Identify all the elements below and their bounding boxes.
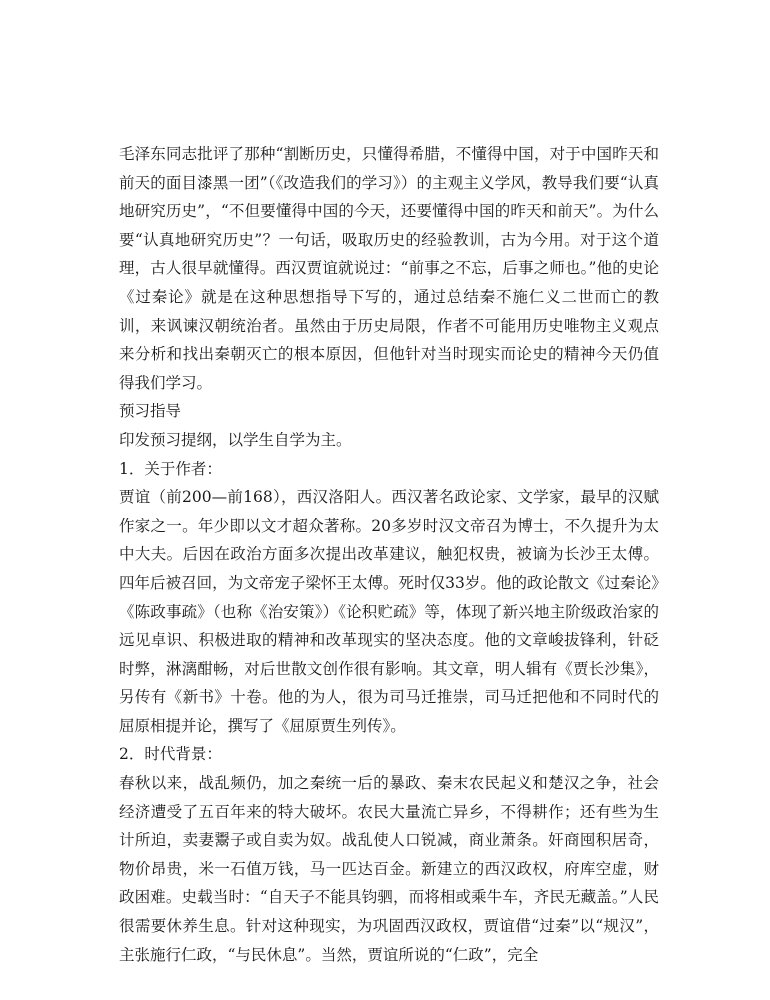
subheading-author: 1．关于作者： [119,459,222,478]
document-body [119,140,659,969]
subheading-background: 2．时代背景： [119,745,222,764]
background-paragraph: 春秋以来，战乱频仍，加之秦统一后的暴政、秦末农民起义和楚汉之争，社会经济遭受了五百年来的特大破坏。农民大量流亡异乡，不得耕作；还有些为生计所迫，卖妻鬻子或自卖为奴。战乱使人口锐减，商业萧条。奸商囤积居奇，物价昂贵，米一石值万钱，马一匹达百金。新建立的西汉政权，府库空虚，财政困难。史载当时：“自天子不能具钧驷，而将相或乘牛车，齐民无藏盖。”人民很需要休养生息。针对这种现实，为巩固西汉政权，贾谊借“过秦”以“规汉”，主张施行仁政，“与民休息”。当然，贾谊所说的“仁政”，完全 [119,774,659,964]
author-paragraph: 贾谊（前200—前168），西汉洛阳人。西汉著名政论家、文学家，最早的汉赋作家之一。年少即以文才超众著称。20多岁时汉文帝召为博士，不久提升为太中大夫。后因在政治方面多次提出改革建议，触犯权贵，被谪为长沙王太傅。四年后被召回，为文帝宠子梁怀王太傅。死时仅33岁。他的政论散文《过秦论》《陈政事疏》（也称《治安策》）《论积贮疏》等，体现了新兴地主阶级政治家的远见卓识、积极进取的精神和改革现实的坚决态度。他的文章峻拔锋利，针砭时弊，淋漓酣畅，对后世散文创作很有影响。其文章，明人辑有《贾长沙集》，另传有《新书》十卷。他的为人，很为司马迁推崇，司马迁把他和不同时代的屈原相提并论，撰写了《屈原贾生列传》。 [119,488,659,735]
intro-paragraph: 毛泽东同志批评了那种“割断历史，只懂得希腊，不懂得中国，对于中国昨天和前天的面目漆黑一团”（《改造我们的学习》）的主观主义学风，教导我们要“认真地研究历史”，“不但要懂得中国的今天，还要懂得中国的昨天和前天”。为什么要“认真地研究历史”？一句话，吸取历史的经验教训，古为今用。对于这个道理，古人很早就懂得。西汉贾谊就说过：“前事之不忘，后事之师也。”他的史论《过秦论》就是在这种思想指导下写的，通过总结秦不施仁义二世而亡的教训，来讽谏汉朝统治者。虽然由于历史局限，作者不可能用历史唯物主义观点来分析和找出秦朝灭亡的根本原因，但他针对当时现实而论史的精神今天仍值得我们学习。 [119,145,659,392]
preview-instruction: 印发预习提纲，以学生自学为主。 [119,430,352,449]
section-heading-preview: 预习指导 [119,402,182,421]
